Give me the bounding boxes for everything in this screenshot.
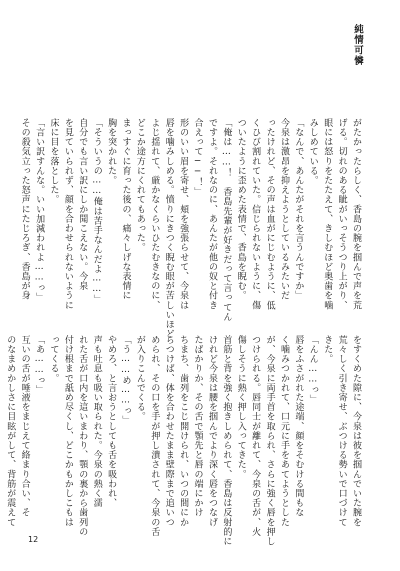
text-line: みしめている。 [307, 118, 318, 186]
chapter-title: 純情可憐 [352, 24, 363, 66]
text-line: らつけば、体を合わせたまま壁際まで追いつ [163, 335, 174, 527]
text-line: けれど今泉は腰を掴んでより深く唇をつなげ [206, 335, 217, 527]
text-line: まっすぐに育った後の、痛々しげな表情に [120, 118, 131, 301]
text-line: つけられる。唇同士が離れて、今泉の舌が、火 [250, 335, 261, 537]
text-line: たばかりか、その舌で顎先と唇の端にかけ [192, 335, 203, 518]
text-line: をすくめた隙に、今泉は彼を掴んでいた腕を [351, 335, 361, 527]
text-line: が、今泉に両手首を取られ、さらに強く唇を押し [264, 335, 275, 547]
text-line: ですよ。それなのに、あんたが他の奴と付き [206, 118, 217, 310]
text-line: められ、その口を手が押し潰されて、今泉の舌 [149, 335, 160, 537]
text-line: くひび割れていた。信じられないように、傷 [250, 118, 261, 310]
text-line: 「そういうの……俺は苦手なんだよ……」 [91, 118, 102, 305]
text-line: れた舌が口内を這いまわり、顎の裏から歯列の [77, 335, 88, 537]
text-line: 床に目を落とした。 [48, 118, 59, 205]
text-line: ってくる。 [48, 335, 59, 383]
text-line: 唇を噛みしめる。憤りにきつく睨む眼が苦しいほど [163, 118, 174, 339]
text-line: がたかったらしく、香島の腕を掴んで声を荒 [351, 118, 361, 310]
text-line: 合えって──！」 [192, 118, 203, 197]
text-line: が入りこんでくる。 [134, 335, 145, 422]
text-line: を見ていられず、顔を合わせられないように [62, 118, 73, 310]
text-line: 「んん……っ」 [307, 335, 318, 405]
text-line: 傷しそうに熱く押し入ってきた。 [235, 335, 246, 479]
text-line: どこか途方にくれてもあった。 [134, 118, 145, 253]
text-line: 「なんで、あんたがそれを言うんですか」 [293, 118, 304, 301]
text-line: 「う……め……っ」 [120, 335, 131, 426]
page-number: 12 [28, 535, 39, 544]
text-line: やめろ、と言おうとしても舌を吸われ、 [106, 335, 117, 508]
text-line: 眼には怒りをたたえて、きしむほど奥歯を噛 [322, 118, 333, 310]
text-line: その殺気立った怒声にたじろぎ、香島が身 [19, 118, 30, 301]
text-line: 胸を突かれた。 [106, 118, 117, 186]
text-line: 唇をふさがれた途端、顔をそむける間もな [293, 335, 304, 518]
text-line: 「俺は……！ 香島先輩が好きだって言ってん [221, 118, 232, 322]
text-line: 首筋と背を強く抱きしめられて、香島は反射的に [221, 335, 232, 547]
text-line: よじ揺れて、厳かなくらいひたむきなのに、 [149, 118, 160, 310]
text-line: 形のいい眉を寄せ、頬を強張らせて、今泉は [178, 118, 189, 310]
text-line: ちまち、歯列をこじ開けられ、いつの間にか [178, 335, 189, 527]
text-line: ついたように歪めた表情で、香島を睨む。 [235, 118, 246, 301]
text-line: げる。切れのある眦がいっそうつり上がり、 [336, 118, 347, 310]
text-line: 「言い訳すんな。いい加減われよ……っ」 [34, 118, 45, 303]
text-line: 今泉は激昂を抑えようとしているみたいだ [278, 118, 289, 301]
text-line: きた。 [322, 335, 333, 364]
text-line: 声も吐息も吸い取られた。今泉の熱く濡 [91, 335, 102, 508]
text-line: のなまめかしさに目眩がして、背筋が震えて [5, 335, 16, 527]
text-line: ったけれど、その声は血がにじむように、低 [264, 118, 275, 310]
text-line: 「あ……っ」 [34, 335, 45, 395]
text-line: く噛みつかれて、口元に手をあてようとした [278, 335, 289, 527]
text-line: 付け根まで舐め尽くし、どこかもかしこもは [62, 335, 73, 527]
text-line: 荒々しく引き寄せ、ぶつける勢いで口づけて [336, 335, 347, 527]
text-block-top [19, 118, 363, 339]
text-line: 自分でも言い訳にしか聞こえない。今泉 [77, 118, 88, 291]
text-line: 互いの舌が唾液をまじえて絡まり合い、そ [19, 335, 30, 518]
